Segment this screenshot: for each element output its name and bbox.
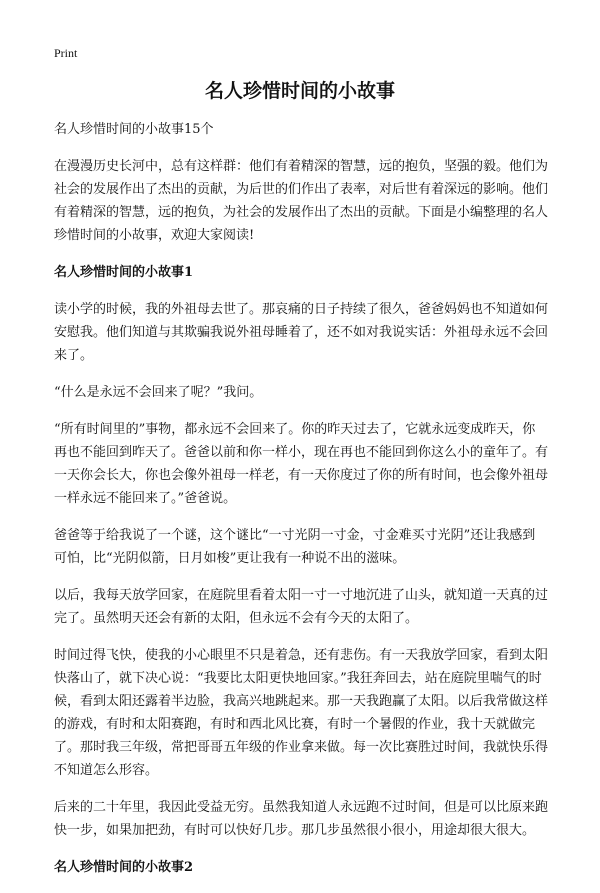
paragraph: “所有时间里的”事物，都永远不会回来了。你的昨天过去了，它就永远变成昨天，你再也不能回到昨天了。爸爸以前和你一样小，现在再也不能回到你这么小的童年了。有一天你会长大，你也会像外祖母一样老，有一天你度过了你的所有时间，也会像外祖母一样永远不能回来了。”爸爸说。 (54, 422, 549, 506)
paragraph: 读小学的时候，我的外祖母去世了。那哀痛的日子持续了很久，爸爸妈妈也不知道如何安慰我。他们知道与其欺骗我说外祖母睡着了，还不如对我说实话：外祖母永远不会回来了。 (54, 302, 549, 363)
section-heading-2: 名人珍惜时间的小故事2 (54, 860, 194, 875)
paragraph: 后来的二十年里，我因此受益无穷。虽然我知道人永远跑不过时间，但是可以比原来跑快一步，如果加把劲，有时可以快好几步。那几步虽然很小很小，用途却很大很大。 (54, 800, 549, 838)
article-body (54, 118, 548, 893)
article-subtitle: 名人珍惜时间的小故事15个 (54, 122, 214, 137)
intro-paragraph: 在漫漫历史长河中，总有这样群：他们有着精深的智慧，远的抱负，坚强的毅。他们为社会的发展作出了杰出的贡献，为后世的们作出了表率，对后世有着深远的影响。他们有着精深的智慧，远的抱负，为社会的发展作出了杰出的贡献。下面是小编整理的名人珍惜时间的小故事，欢迎大家阅读! (54, 159, 549, 243)
paragraph: 时间过得飞快，使我的小心眼里不只是着急，还有悲伤。有一天我放学回家，看到太阳快落山了，就下决心说：“我要比太阳更快地回家。”我狂奔回去，站在庭院里喘气的时候，看到太阳还露着半边脸，我高兴地跳起来。那一天我跑赢了太阳。以后我常做这样的游戏，有时和太阳赛跑，有时和西北风比赛，有时一个暑假的作业，我十天就做完了。那时我三年级，常把哥哥五年级的作业拿来做。每一次比赛胜过时间，我就快乐得不知道怎么形容。 (54, 648, 549, 778)
paragraph: 以后，我每天放学回家，在庭院里看着太阳一寸一寸地沉进了山头，就知道一天真的过完了。虽然明天还会有新的太阳，但永远不会有今天的太阳了。 (54, 588, 549, 626)
section-heading-1: 名人珍惜时间的小故事1 (54, 265, 194, 280)
paragraph: “什么是永远不会回来了呢？”我问。 (54, 385, 263, 400)
page-title: 名人珍惜时间的小故事 (204, 80, 395, 102)
paragraph: 爸爸等于给我说了一个谜，这个谜比“一寸光阴一寸金，寸金难买寸光阴”还让我感到可怕，比“光阴似箭，日月如梭”更让我有一种说不出的滋味。 (54, 528, 536, 566)
print-link[interactable]: Print (54, 46, 78, 60)
